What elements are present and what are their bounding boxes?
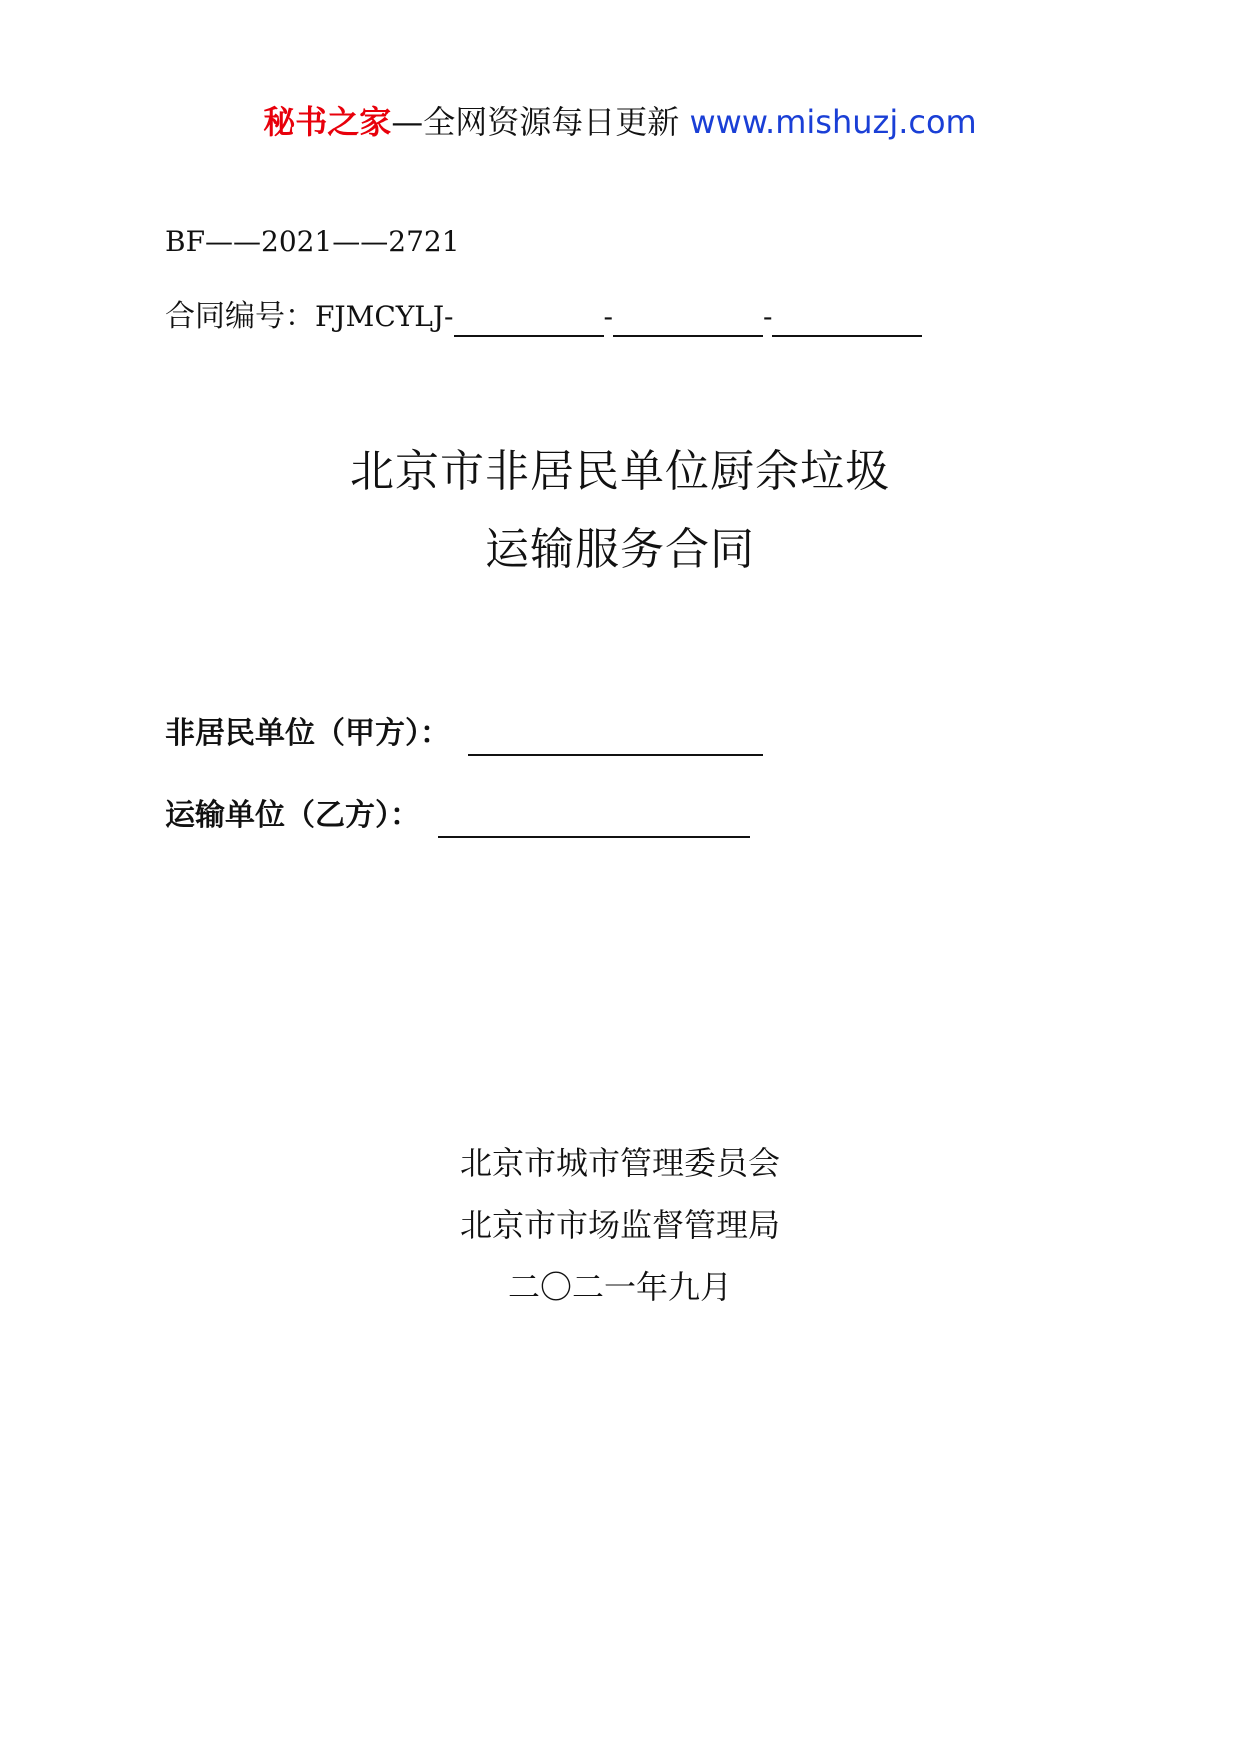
document-title-line2: 运输服务合同 — [485, 524, 755, 575]
contract-number-blank-1[interactable] — [454, 301, 604, 337]
site-banner — [0, 100, 1240, 144]
contract-number-row — [165, 297, 922, 337]
contract-number-blank-2[interactable] — [613, 301, 763, 337]
site-url-link[interactable]: www.mishuzj.com — [689, 103, 977, 141]
issuer-line2: 北京市市场监督管理局 — [459, 1206, 780, 1244]
party-b-label: 运输单位（乙方）： — [165, 798, 420, 833]
party-a-blank[interactable] — [468, 716, 763, 756]
party-a-row — [165, 712, 763, 756]
contract-number-prefix: FJMCYLJ- — [315, 300, 454, 333]
party-b-row — [165, 794, 750, 838]
document-code: BF——2021——2721 — [165, 225, 460, 258]
site-tagline: —全网资源每日更新 — [391, 103, 690, 141]
site-brand: 秘书之家 — [263, 103, 392, 141]
contract-number-separator-1: - — [603, 300, 613, 333]
contract-number-separator-2: - — [762, 300, 773, 333]
party-a-label: 非居民单位（甲方）： — [165, 716, 450, 751]
document-title-line1: 北京市非居民单位厨余垃圾 — [350, 446, 890, 497]
contract-number-label: 合同编号： — [165, 299, 315, 334]
issue-date: 二〇二一年九月 — [507, 1268, 732, 1306]
party-b-blank[interactable] — [438, 798, 750, 838]
contract-number-blank-3[interactable] — [772, 301, 922, 337]
issuer-line1: 北京市城市管理委员会 — [459, 1144, 780, 1182]
